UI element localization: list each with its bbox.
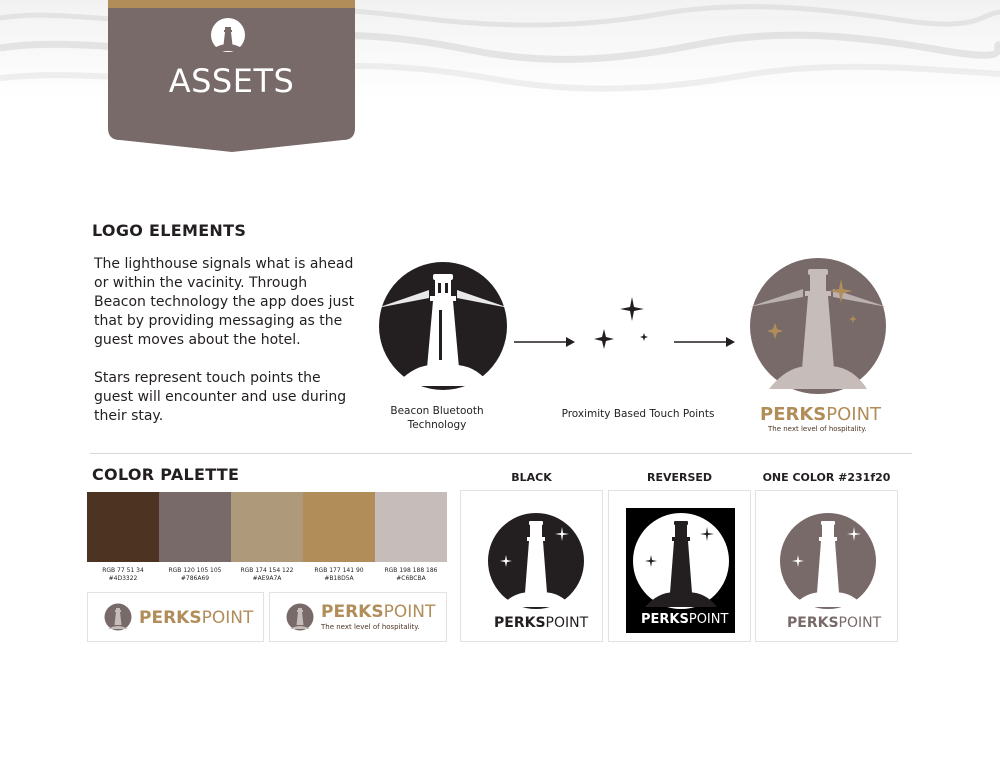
variant-label-reversed: REVERSED (646, 471, 713, 484)
stars-icon (592, 295, 654, 355)
swatch-label (87, 567, 159, 582)
caption-proximity: Proximity Based Touch Points (561, 408, 715, 420)
brand-light: POINT (383, 602, 436, 622)
color-swatch (159, 492, 231, 562)
swatch-rgb: RGB 198 188 186 (384, 567, 438, 574)
lighthouse-dark-icon (377, 260, 509, 392)
brand-light: POINT (688, 612, 729, 627)
variant-label-one-color: ONE COLOR #231f20 (762, 471, 891, 484)
swatch-label (303, 567, 375, 582)
section-divider (90, 453, 912, 454)
lighthouse-reversed-icon (631, 513, 731, 609)
variant-label-black: BLACK (511, 471, 552, 484)
brand-bold: PERKS (641, 612, 689, 627)
color-swatch (231, 492, 303, 562)
lighthouse-icon (210, 17, 246, 53)
swatch-rgb: RGB 77 51 34 (102, 567, 144, 574)
brand-bold: PERKS (321, 602, 384, 622)
logo-description-2: Stars represent touch points the guest will encounter and use during their stay. (94, 370, 347, 424)
logo-elements-heading: LOGO ELEMENTS (92, 221, 247, 240)
variant-card-one-color (755, 490, 898, 642)
brand-wordmark (494, 615, 588, 631)
brand-light: POINT (826, 404, 882, 425)
swatch-label (231, 567, 303, 582)
variant-card-black (460, 490, 603, 642)
arrow-right-icon (674, 334, 736, 350)
swatch-hex: #4D3322 (108, 574, 138, 582)
brand-light: POINT (201, 608, 254, 628)
brand-tagline: The next level of hospitality. (321, 623, 420, 631)
brand-light: POINT (545, 615, 589, 631)
brand-tagline: The next level of hospitality. (768, 425, 867, 433)
lighthouse-icon (286, 603, 314, 631)
brand-bold: PERKS (494, 615, 546, 631)
swatch-rgb: RGB 177 141 90 (314, 567, 364, 574)
swatch-hex: #786A69 (180, 574, 210, 582)
brand-wordmark (787, 615, 881, 631)
color-swatch (87, 492, 159, 562)
swatch-rgb: RGB 120 105 105 (168, 567, 222, 574)
brand-wordmark (139, 608, 253, 628)
brand-bold: PERKS (139, 608, 202, 628)
color-swatch (375, 492, 447, 562)
lighthouse-one-color-icon (778, 513, 878, 609)
swatch-label (159, 567, 231, 582)
brand-wordmark (641, 612, 728, 627)
brand-light: POINT (838, 615, 882, 631)
horizontal-logo-tagline-card (269, 592, 447, 642)
caption-beacon: Beacon Bluetooth Technology (390, 405, 484, 431)
arrow-right-icon (514, 334, 576, 350)
swatch-rgb: RGB 174 154 122 (240, 567, 294, 574)
page-title: ASSETS (168, 62, 295, 100)
horizontal-logo-card (87, 592, 264, 642)
color-palette-heading: COLOR PALETTE (92, 465, 240, 484)
brand-wordmark (321, 602, 435, 622)
swatch-label (375, 567, 447, 582)
logo-description-1: The lighthouse signals what is ahead or within the vacinity. Through Beacon technology the app does just that by providing messaging as the guest moves about the hotel. (94, 256, 355, 348)
swatch-hex: #AE9A7A (252, 574, 282, 582)
swatch-hex: #B18D5A (324, 574, 354, 582)
brand-bold: PERKS (787, 615, 839, 631)
lighthouse-taupe-icon (749, 257, 887, 395)
color-swatch (303, 492, 375, 562)
lighthouse-black-icon (486, 513, 586, 609)
brand-bold: PERKS (760, 404, 827, 425)
swatch-hex: #C6BCBA (396, 574, 426, 582)
lighthouse-icon (104, 603, 132, 631)
variant-card-reversed (608, 490, 751, 642)
brand-wordmark (760, 404, 881, 425)
